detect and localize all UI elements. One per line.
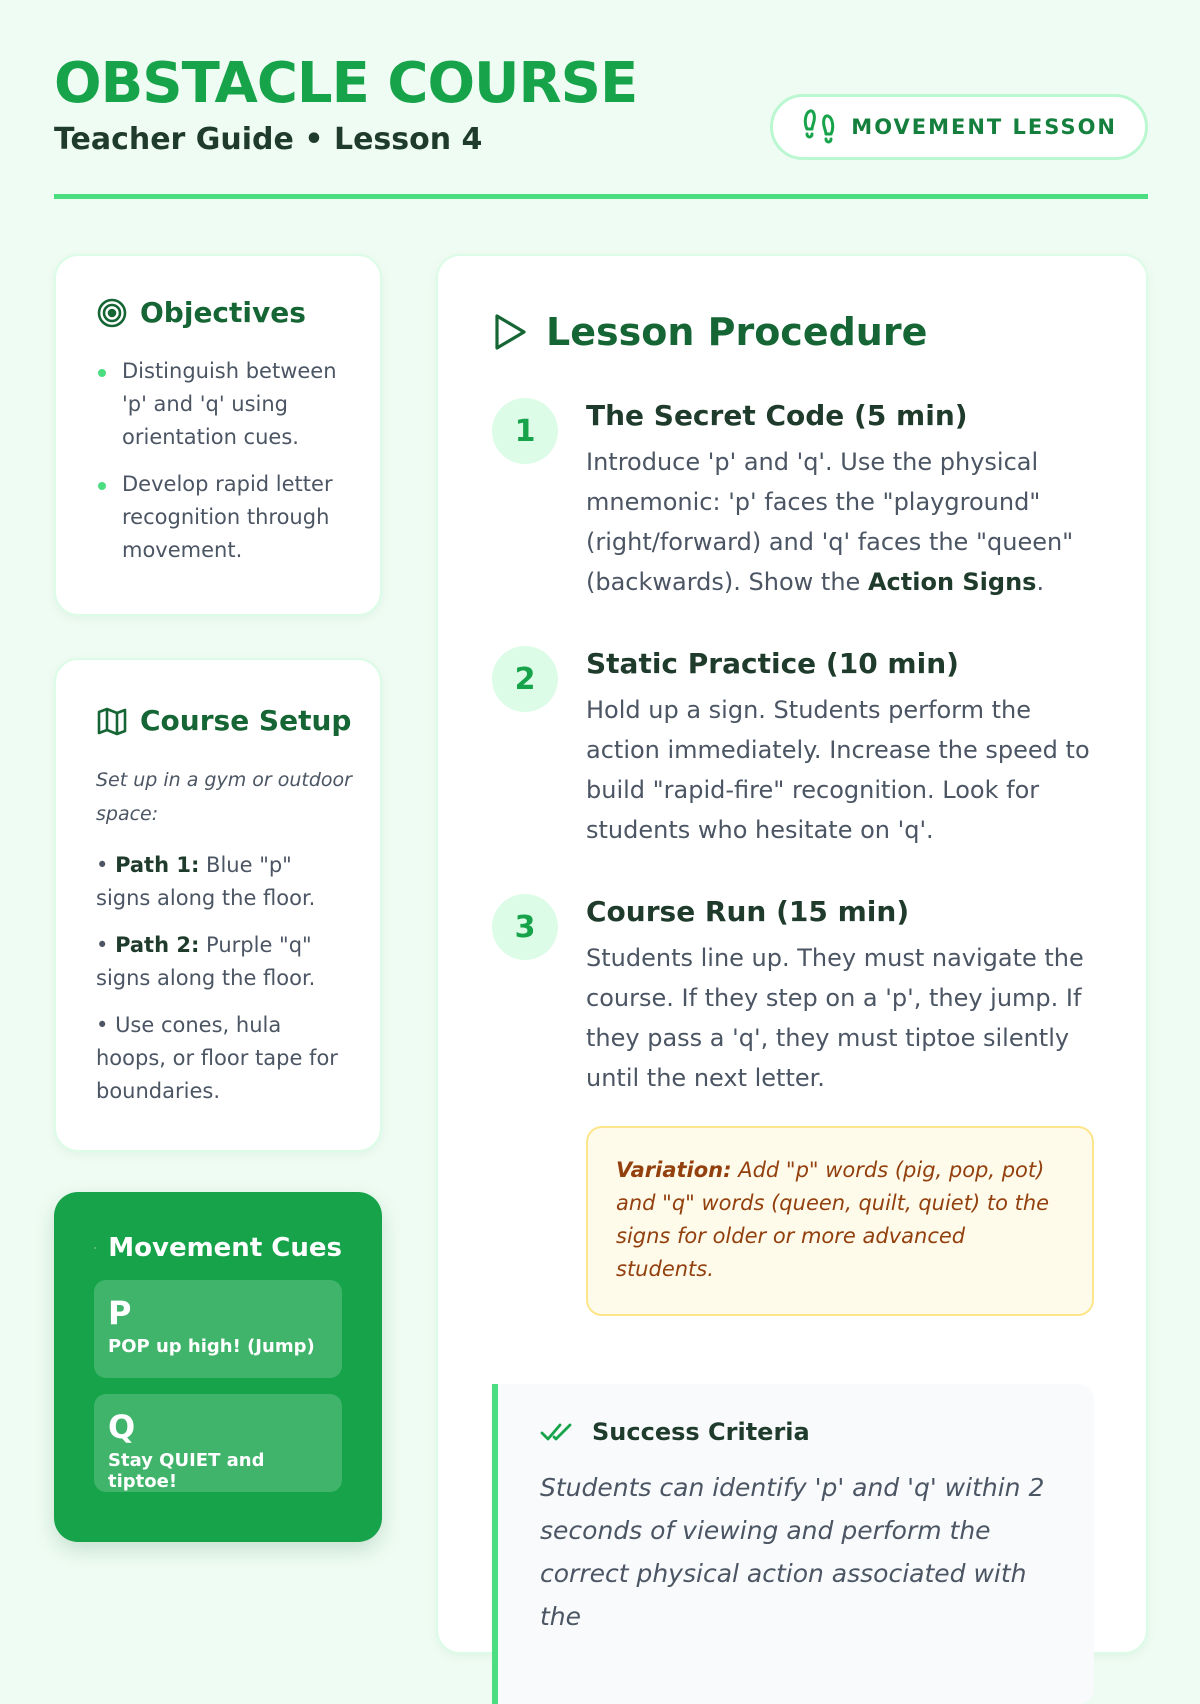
footprints-icon (801, 107, 837, 147)
target-icon (96, 297, 128, 329)
step-text (586, 442, 1094, 602)
variation-label: Variation: (616, 1158, 732, 1182)
success-criteria-text: Students can identify 'p' and 'q' within 2 seconds of viewing and perform the correct physical action associated with the (540, 1473, 1045, 1631)
setup-item-label: Path 1: (115, 853, 200, 877)
cue-letter: P (108, 1294, 132, 1332)
setup-note: Set up in a gym or outdoor space: (96, 769, 352, 825)
step-text: Hold up a sign. Students perform the action immediately. Increase the speed to build "rapid-fire" recognition. Look for students who hesitate on 'q'. (586, 696, 1090, 844)
lesson-procedure-title: Lesson Procedure (546, 310, 928, 354)
lesson-procedure-header (492, 310, 1094, 354)
objectives-list (96, 355, 350, 567)
procedure-step-1 (492, 398, 1094, 602)
setup-item-label: Path 2: (115, 933, 200, 957)
movement-cues-header (94, 1232, 342, 1264)
setup-item: • Path 1: Blue "p" signs along the floor. (96, 853, 316, 910)
setup-item-text: Purple "q" signs along the floor. (96, 933, 316, 990)
variation-note (586, 1126, 1094, 1316)
cue-text: Stay QUIET and tiptoe! (108, 1450, 265, 1492)
page-subtitle: Teacher Guide • Lesson 4 (54, 122, 483, 157)
objectives-card (54, 254, 382, 616)
header-divider (54, 194, 1148, 199)
lesson-procedure-card (436, 254, 1148, 1654)
step-title: Static Practice (10 min) (586, 647, 959, 680)
success-criteria-header (540, 1418, 1064, 1446)
cue-text: POP up high! (Jump) (108, 1336, 315, 1357)
success-criteria (492, 1384, 1094, 1704)
cue-p (94, 1280, 342, 1378)
objectives-title: Objectives (140, 296, 306, 329)
objectives-header (96, 296, 350, 329)
page-title: OBSTACLE COURSE (54, 51, 638, 116)
step-text-part: Introduce 'p' and 'q'. Use the physical mnemonic: 'p' faces the "playground" (right/forward) and 'q' faces the "queen" (backwards). Show the (586, 448, 1074, 596)
success-criteria-title: Success Criteria (592, 1418, 810, 1446)
course-setup-card (54, 658, 382, 1152)
step-number: 1 (492, 398, 558, 464)
cue-q (94, 1394, 342, 1492)
setup-item-text: Use cones, hula hoops, or floor tape for boundaries. (96, 1013, 338, 1103)
step-number: 2 (492, 646, 558, 712)
badge-label: MOVEMENT LESSON (851, 115, 1117, 139)
cue-letter: Q (108, 1408, 136, 1446)
step-title: Course Run (15 min) (586, 895, 910, 928)
course-setup-title: Course Setup (140, 704, 352, 737)
course-setup-header (96, 704, 352, 737)
movement-lesson-badge (770, 94, 1148, 160)
step-text: Students line up. They must navigate the course. If they step on a 'p', they jump. If they pass a 'q', they must tiptoe silently until the next letter. (586, 944, 1084, 1092)
play-icon (492, 312, 528, 352)
list-item: Develop rapid letter recognition through movement. (96, 468, 350, 567)
variation-text: Add "p" words (pig, pop, pot) and "q" words (queen, quilt, quiet) to the signs for older or more advanced students. (616, 1158, 1050, 1281)
lightning-icon (94, 1232, 96, 1264)
setup-item-text: Blue "p" signs along the floor. (96, 853, 316, 910)
step-text-part: . (1036, 568, 1045, 596)
action-signs-emphasis: Action Signs (867, 568, 1037, 596)
procedure-step-3 (492, 894, 1094, 1098)
double-check-icon (540, 1420, 574, 1444)
page-header (54, 52, 1148, 160)
step-number: 3 (492, 894, 558, 960)
movement-cues-card (54, 1192, 382, 1542)
setup-item: • Use cones, hula hoops, or floor tape for boundaries. (96, 1013, 338, 1103)
list-item: Distinguish between 'p' and 'q' using orientation cues. (96, 355, 350, 454)
movement-cues-title: Movement Cues (108, 1233, 342, 1263)
map-icon (96, 706, 128, 736)
step-title: The Secret Code (5 min) (586, 399, 968, 432)
setup-item: • Path 2: Purple "q" signs along the floor. (96, 933, 316, 990)
procedure-step-2 (492, 646, 1094, 850)
